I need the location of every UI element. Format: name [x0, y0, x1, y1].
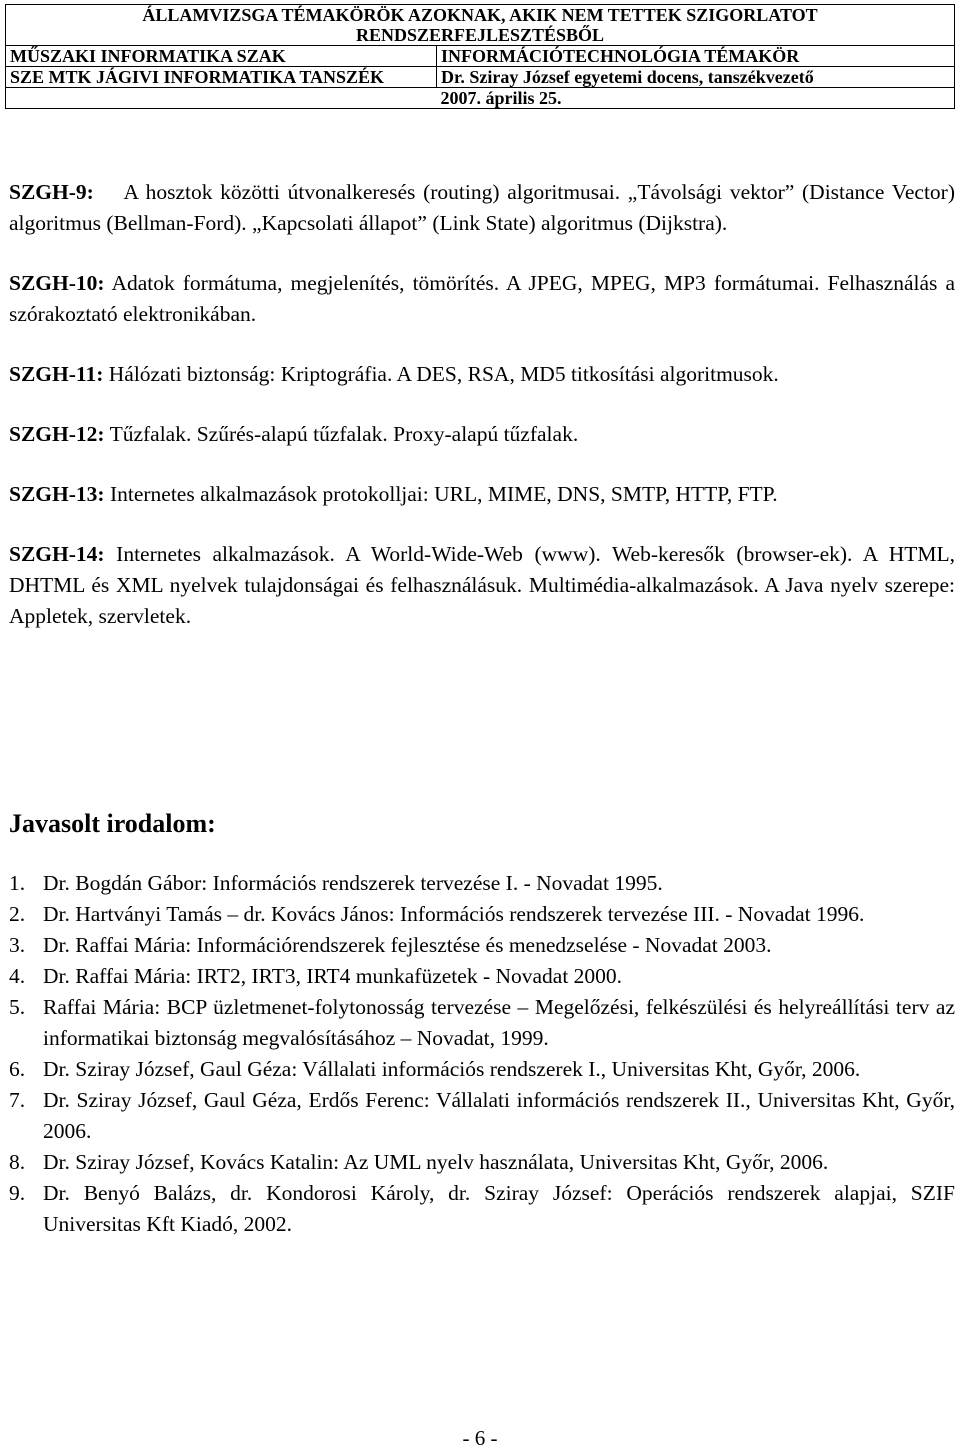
- topic-text: Internetes alkalmazások protokolljai: URL, MIME, DNS, SMTP, HTTP, FTP.: [109, 482, 778, 506]
- literature-item: [9, 899, 955, 930]
- literature-list: [9, 868, 955, 1240]
- literature-item: [9, 992, 955, 1054]
- topic-list: [9, 177, 955, 661]
- header-author: Dr. Sziray József egyetemi docens, tanszékvezető: [437, 67, 955, 88]
- topic-text: Internetes alkalmazások. A World-Wide-Web (www). Web-keresők (browser-ek). A HTML, DHTML és XML nyelvek tulajdonságai és felhasználásuk. Multimédia-alkalmazások. A Java nyelv szerepe: Appletek, szervletek.: [9, 542, 956, 628]
- literature-text: Dr. Sziray József, Gaul Géza: Vállalati információs rendszerek I., Universitas Kht, Győr, 2006.: [43, 1057, 861, 1081]
- header-department: SZE MTK JÁGIVI INFORMATIKA TANSZÉK: [6, 67, 437, 88]
- literature-number: 2.: [9, 902, 26, 926]
- literature-number: 8.: [9, 1150, 26, 1174]
- literature-number: 6.: [9, 1057, 26, 1081]
- header-date: 2007. április 25.: [440, 88, 562, 108]
- literature-text: Raffai Mária: BCP üzletmenet-folytonosság tervezése – Megelőzési, felkészülési és helyreállítási terv az informatikai biztonság megvalósításához – Novadat, 1999.: [43, 995, 955, 1050]
- topic-code: SZGH-9:: [9, 180, 94, 204]
- topic-item: [9, 419, 955, 450]
- literature-heading: Javasolt irodalom:: [9, 809, 216, 838]
- header-faculty: MŰSZAKI INFORMATIKA SZAK: [6, 46, 437, 67]
- header-title-line1: ÁLLAMVIZSGA TÉMAKÖRÖK AZOKNAK, AKIK NEM TETTEK SZIGORLATOT: [142, 5, 818, 25]
- header-empty-cell: [6, 88, 437, 109]
- topic-text: Hálózati biztonság: Kriptográfia. A DES, RSA, MD5 titkosítási algoritmusok.: [108, 362, 779, 386]
- topic-code: SZGH-10:: [9, 271, 105, 295]
- topic-code: SZGH-12:: [9, 422, 105, 446]
- literature-text: Dr. Raffai Mária: Információrendszerek fejlesztése és menedzselése - Novadat 2003.: [43, 933, 772, 957]
- literature-item: [9, 1054, 955, 1085]
- page-header: [5, 4, 955, 109]
- literature-text: Dr. Bogdán Gábor: Információs rendszerek tervezése I. - Novadat 1995.: [43, 871, 663, 895]
- topic-item: [9, 479, 955, 510]
- literature-text: Dr. Benyó Balázs, dr. Kondorosi Károly, dr. Sziray József: Operációs rendszerek alapjai, SZIF Universitas Kft Kiadó, 2002.: [43, 1181, 955, 1236]
- literature-number: 3.: [9, 933, 26, 957]
- topic-item: [9, 359, 955, 390]
- page-number: - 6 -: [462, 1426, 498, 1450]
- literature-number: 1.: [9, 871, 26, 895]
- literature-item: [9, 1085, 955, 1147]
- literature-text: Dr. Hartványi Tamás – dr. Kovács János: Információs rendszerek tervezése III. - Novadat 1996.: [43, 902, 865, 926]
- literature-number: 7.: [9, 1088, 26, 1112]
- literature-item: [9, 1178, 955, 1240]
- literature-number: 5.: [9, 995, 26, 1019]
- literature-text: Dr. Raffai Mária: IRT2, IRT3, IRT4 munkafüzetek - Novadat 2000.: [43, 964, 623, 988]
- topic-item: [9, 177, 955, 239]
- header-title: [6, 5, 955, 46]
- literature-item: [9, 930, 955, 961]
- topic-text: Adatok formátuma, megjelenítés, tömörítés. A JPEG, MPEG, MP3 formátumai. Felhasználás a szórakoztató elektronikában.: [9, 271, 955, 326]
- topic-code: SZGH-14:: [9, 542, 105, 566]
- literature-item: [9, 1147, 955, 1178]
- topic-code: SZGH-13:: [9, 482, 105, 506]
- literature-text: Dr. Sziray József, Gaul Géza, Erdős Ferenc: Vállalati információs rendszerek II., Universitas Kht, Győr, 2006.: [43, 1088, 955, 1143]
- topic-text: Tűzfalak. Szűrés-alapú tűzfalak. Proxy-alapú tűzfalak.: [109, 422, 579, 446]
- literature-item: [9, 868, 955, 899]
- literature-text: Dr. Sziray József, Kovács Katalin: Az UML nyelv használata, Universitas Kht, Győr, 2006.: [43, 1150, 829, 1174]
- literature-number: 4.: [9, 964, 26, 988]
- literature-number: 9.: [9, 1181, 26, 1205]
- topic-text: A hosztok közötti útvonalkeresés (routing) algoritmusai. „Távolsági vektor” (Distance Vector) algoritmus (Bellman-Ford). „Kapcsolati állapot” (Link State) algoritmus (Dijkstra).: [9, 180, 955, 235]
- literature-item: [9, 961, 955, 992]
- topic-item: [9, 539, 955, 632]
- topic-item: [9, 268, 955, 330]
- header-title-line2: RENDSZERFEJLESZTÉSBŐL: [355, 25, 605, 45]
- header-topic-area: INFORMÁCIÓTECHNOLÓGIA TÉMAKÖR: [437, 46, 955, 67]
- topic-code: SZGH-11:: [9, 362, 104, 386]
